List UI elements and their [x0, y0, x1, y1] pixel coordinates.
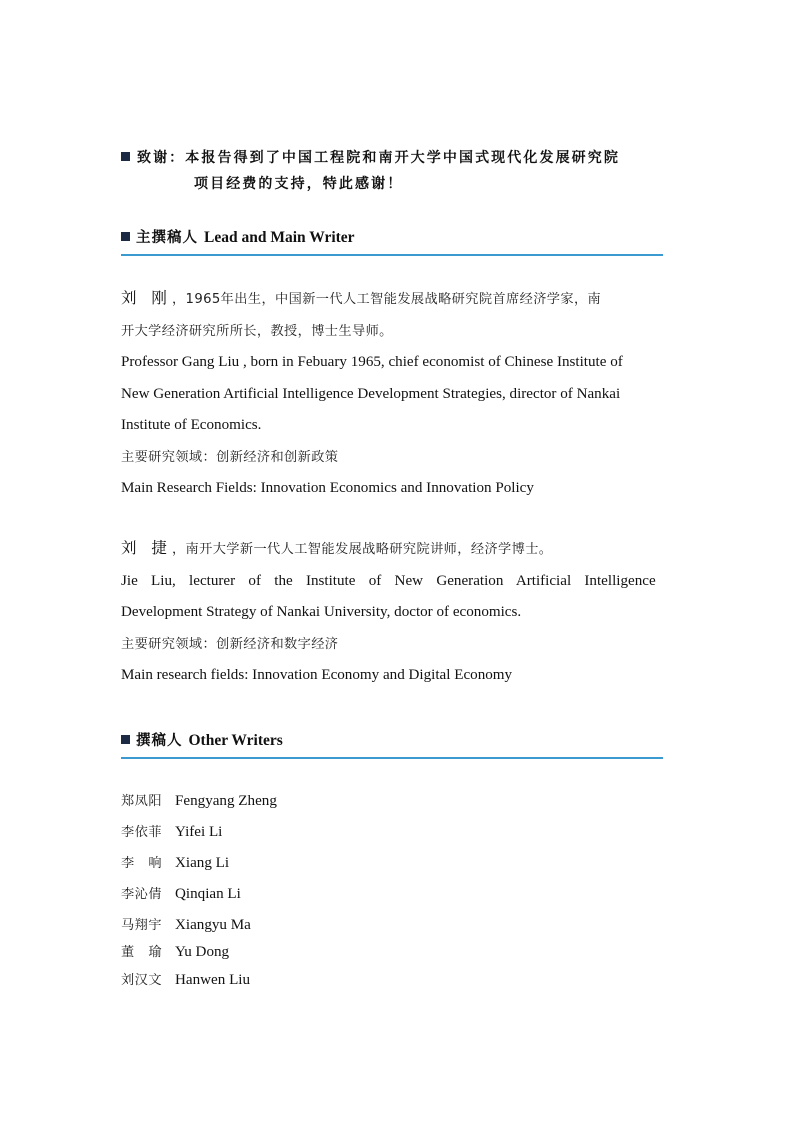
writer-research-field-en: Main Research Fields: Innovation Economics and Innovation Policy: [121, 480, 534, 496]
lead-writer-bio-1: [121, 283, 663, 505]
writer-research-field-cn: 主要研究领域：创新经济和创新政策: [121, 449, 339, 465]
writer-name-en: Yu Dong: [175, 944, 230, 960]
writer-name-cn: 李沁倩: [121, 887, 163, 902]
list-item: [121, 785, 421, 816]
list-item: [121, 940, 421, 964]
lead-heading-cn: 主撰稿人: [136, 229, 198, 246]
other-heading-en: Other Writers: [188, 732, 283, 749]
writer-cn-bio-line: 开大学经济研究所所长，教授，博士生导师。: [121, 323, 393, 339]
writer-name-cn: 董 瑜: [121, 945, 163, 960]
list-item: [121, 964, 421, 995]
writer-name-en: Xiang Li: [175, 855, 230, 871]
writer-name-en: Yifei Li: [175, 824, 223, 840]
writer-name-en: Qinqian Li: [175, 886, 241, 902]
other-writers-list: [121, 785, 421, 995]
writer-name-en: Xiangyu Ma: [175, 917, 251, 933]
bullet-square-icon: [121, 735, 130, 744]
other-heading-cn: 撰稿人: [136, 732, 183, 749]
writer-name: 刘 捷: [121, 539, 172, 557]
list-item: [121, 909, 421, 940]
writer-cn-bio-line: ，南开大学新一代人工智能发展战略研究院讲师，经济学博士。: [171, 542, 553, 557]
writer-cn-bio-line: ，1965年出生，中国新一代人工智能发展战略研究院首席经济学家，南: [171, 292, 602, 307]
list-item: [121, 816, 421, 847]
writer-en-bio-line: Development Strategy of Nankai University, doctor of economics.: [121, 604, 522, 620]
writer-name: 刘 刚: [121, 289, 172, 307]
lead-writer-bio-2: [121, 533, 663, 692]
bullet-square-icon: [121, 232, 130, 241]
writer-research-field-en: Main research fields: Innovation Economy and Digital Economy: [121, 667, 513, 683]
writer-research-field-cn: 主要研究领域：创新经济和数字经济: [121, 636, 339, 652]
writer-name-cn: 马翔宇: [121, 918, 163, 933]
writer-name-cn: 李依菲: [121, 825, 163, 840]
writer-name-cn: 李 响: [121, 856, 163, 871]
bullet-square-icon: [121, 152, 130, 161]
acknowledgement: [121, 145, 681, 197]
writer-en-bio-line: Jie Liu, lecturer of the Institute of New Generation Artificial Intelligence: [121, 572, 656, 589]
list-item: [121, 847, 421, 878]
acknowledgement-line-1: 致谢：本报告得到了中国工程院和南开大学中国式现代化发展研究院: [136, 150, 620, 166]
acknowledgement-line-2: 项目经费的支持，特此感谢！: [194, 176, 404, 192]
list-item: [121, 878, 421, 909]
writer-en-bio-line: Professor Gang Liu , born in Febuary 1965, chief economist of Chinese Institute of: [121, 354, 623, 370]
writer-name-cn: 刘汉文: [121, 973, 163, 988]
writer-name-en: Hanwen Liu: [175, 972, 251, 988]
writer-en-bio-line: Institute of Economics.: [121, 417, 262, 433]
writer-name-cn: 郑凤阳: [121, 794, 163, 809]
lead-writers-heading: [121, 228, 663, 256]
writer-name-en: Fengyang Zheng: [175, 793, 277, 809]
writer-en-bio-line: New Generation Artificial Intelligence Development Strategies, director of Nankai: [121, 385, 621, 402]
other-writers-heading: [121, 731, 663, 759]
lead-heading-en: Lead and Main Writer: [204, 229, 355, 246]
